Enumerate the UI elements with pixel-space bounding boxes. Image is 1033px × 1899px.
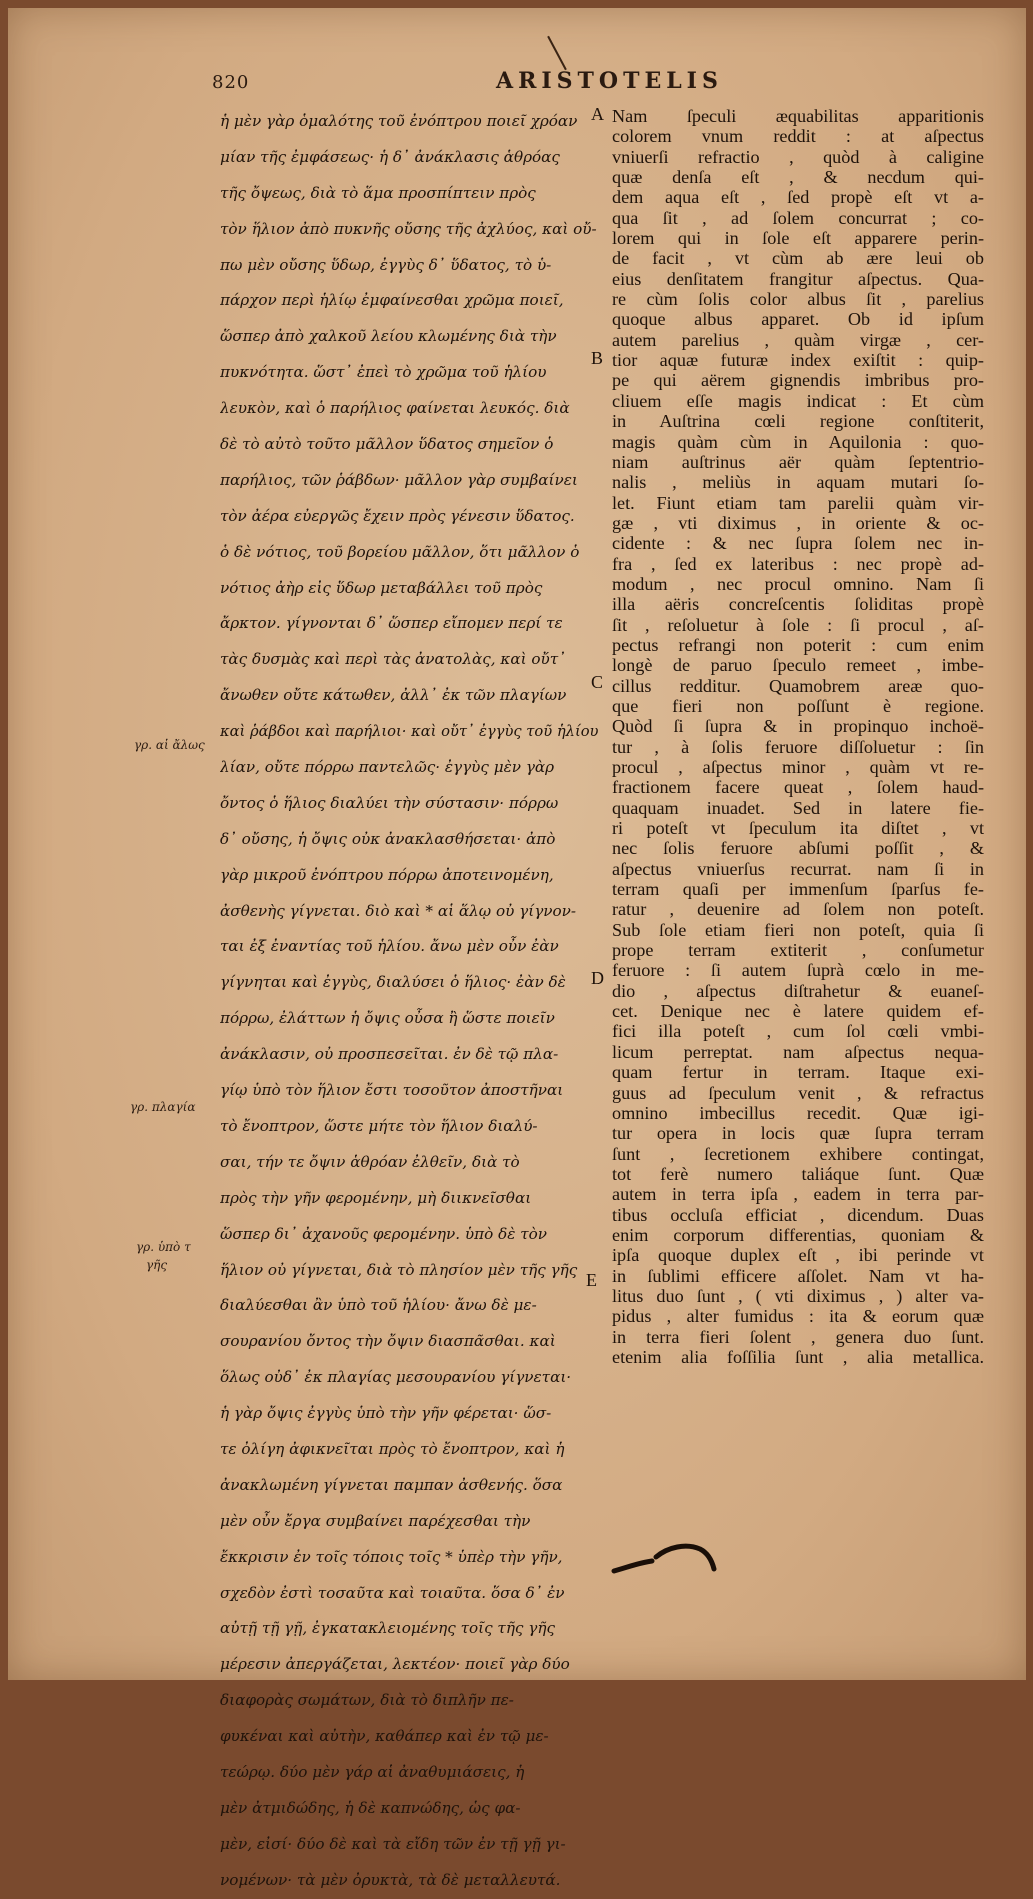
book-page xyxy=(8,8,1026,1889)
greek-text-line: ἡ μὲν γὰρ ὁμαλότης τοῦ ἐνόπτρου ποιεῖ χρόαν xyxy=(220,112,578,130)
latin-text-line: ratur , deuenire ad ſolem non poteſt. xyxy=(612,899,984,920)
greek-text-line: σχεδὸν ἐστὶ τοσαῦτα καὶ τοιαῦτα. ὅσα δ᾽ ἐν xyxy=(220,1583,565,1602)
latin-text-line: magis quàm cùm in Aquilonia : quo- xyxy=(612,431,984,452)
latin-text-line: quaquam inuadet. Sed in latere fie- xyxy=(612,797,984,818)
latin-text-line: pectus refrangi non poterit : cum enim xyxy=(612,634,984,655)
latin-text-line: quam fertur in terram. Itaque exi- xyxy=(612,1062,984,1083)
greek-text-line: ἀνάκλασιν, οὐ προσπεσεῖται. ἐν δὲ τῷ πλα- xyxy=(220,1045,559,1064)
latin-text-line: lorem qui in ſole eſt apparere perin- xyxy=(612,228,984,249)
latin-text-line: longè de paruo ſpeculo remeet , imbe- xyxy=(612,655,984,676)
latin-text-line: licum perreptat. nam aſpectus nequa- xyxy=(612,1041,984,1062)
greek-text-line: λευκὸν, καὶ ὁ παρήλιος φαίνεται λευκός. διὰ xyxy=(220,399,570,418)
section-marker-a: A xyxy=(591,104,604,124)
latin-text-line: illa aëris concreſcentis ſoliditas propè xyxy=(612,594,984,615)
latin-text-line: procul , aſpectus minor , quàm vt re- xyxy=(612,757,984,777)
greek-text-line: μὲν οὖν ἔργα συμβαίνει παρέχεσθαι τὴν xyxy=(220,1511,531,1530)
greek-text-line: δ᾽ οὔσης, ἡ ὄψις οὐκ ἀνακλασθήσεται· ἀπὸ xyxy=(220,829,556,848)
latin-text-line: fractionem facere queat , ſolem haud- xyxy=(612,777,984,798)
latin-text-line: Sub ſole etiam fieri non poteſt, quia ſi xyxy=(612,919,984,940)
greek-text-line: δὲ τὸ αὐτὸ τοῦτο μᾶλλον ὕδατος σημεῖον ὁ xyxy=(220,435,554,454)
latin-text-line: dio , aſpectus diſtrahetur & euaneſ- xyxy=(612,980,984,1001)
latin-text-line: tior aquæ futuræ index exiſtit : quip- xyxy=(612,350,984,371)
greek-text-line: μὲν, εἰσί· δύο δὲ καὶ τὰ εἴδη τῶν ἐν τῇ γῇ γι- xyxy=(220,1834,566,1853)
latin-text-line: guus ad ſpeculum venit , & refractus xyxy=(612,1082,984,1103)
latin-text-line: litus duo ſunt , ( vti diximus , ) alter va- xyxy=(612,1285,984,1306)
greek-text-line: καὶ ῥάβδοι καὶ παρήλιοι· καὶ οὔτ᾽ ἐγγὺς τοῦ ἡλίου xyxy=(220,723,599,741)
latin-text-line: que fieri non poſſunt è regione. xyxy=(612,695,984,716)
latin-text-line: ſunt , ſecretionem exhibere contingat, xyxy=(612,1143,984,1164)
greek-text-line: ὥσπερ ἀπὸ χαλκοῦ λείου κλωμένης διὰ τὴν xyxy=(220,327,557,346)
greek-text-line: γίῳ ὑπὸ τὸν ἥλιον ἔστι τοσοῦτον ἀποστῆναι xyxy=(220,1081,564,1100)
latin-text-line: omnino imbecillus recedit. Quæ igi- xyxy=(612,1102,984,1123)
latin-text-line: in Auſtrina cœli regione conſtiterit, xyxy=(612,411,984,432)
greek-text-line: πω μὲν οὔσης ὕδωρ, ἐγγὺς δ᾽ ὕδατος, τὸ ὑ- xyxy=(220,255,552,274)
greek-text-line: ἀσθενὴς γίγνεται. διὸ καὶ * αἱ ἅλῳ οὐ γίγνον- xyxy=(220,901,577,920)
latin-text-line: tibus occluſa efficiat , dicendum. Duas xyxy=(612,1204,984,1225)
latin-text-line: cidente : & nec ſupra ſolem nec in- xyxy=(612,533,984,554)
latin-text-line: fici illa poteſt , cum ſol cœli vmbi- xyxy=(612,1021,984,1042)
latin-text-line: ri poteſt vt ſpeculum ita diſtet , vt xyxy=(612,818,984,839)
greek-text-line: ὁ δὲ νότιος, τοῦ βορείου μᾶλλον, ὅτι μᾶλλον ὁ xyxy=(220,542,580,561)
latin-text-line: ipſa quoque duplex eſt , ibi perinde vt xyxy=(612,1245,984,1266)
greek-text-line: σουρανίου ὄντος τὴν ὄψιν διασπᾶσθαι. καὶ xyxy=(220,1332,556,1351)
greek-text-line: ὥσπερ δι᾽ ἀχανοῦς φερομένην. ὑπὸ δὲ τὸν xyxy=(220,1224,547,1243)
greek-text-line: τὸν ἥλιον ἀπὸ πυκνῆς οὔσης τῆς ἀχλύος, καὶ οὔ- xyxy=(220,219,597,238)
latin-text-line: cillus redditur. Quamobrem areæ quo- xyxy=(612,675,984,696)
latin-text-line: quoque albus apparet. Ob id ipſum xyxy=(612,309,984,330)
greek-text-line: τὸν ἀέρα εὐεργῶς ἔχειν πρὸς γένεσιν ὕδατος. xyxy=(220,506,575,525)
greek-text-line: ἄνωθεν οὔτε κάτωθεν, ἀλλ᾽ ἐκ τῶν πλαγίων xyxy=(220,686,567,705)
latin-text-line: terram quaſi per immenſum ſparſus fe- xyxy=(612,879,984,900)
greek-text-line: νότιος ἀὴρ εἰς ὕδωρ μεταβάλλει τοῦ πρὸς xyxy=(220,578,543,597)
greek-text-line: φυκέναι καὶ αὐτὴν, καθάπερ καὶ ἐν τῷ με- xyxy=(220,1727,549,1746)
latin-text-line: autem parelius , quàm virgæ , cer- xyxy=(612,329,984,350)
latin-text-line: cet. Denique nec è latere quidem ef- xyxy=(612,1001,984,1022)
greek-text-line: διαλύεσθαι ἂν ὑπὸ τοῦ ἡλίου· ἄνω δὲ με- xyxy=(220,1296,537,1315)
running-head: ARISTOTELIS xyxy=(496,68,723,94)
latin-text-line: quæ denſa eſt , & necdum qui- xyxy=(612,167,984,188)
greek-text-line: λίαν, οὔτε πόρρω παντελῶς· ἐγγὺς μὲν γὰρ xyxy=(220,758,555,777)
latin-text-line: nalis , meliùs in aquam mutari ſo- xyxy=(612,472,984,493)
greek-text-line: τεώρῳ. δύο μὲν γάρ αἱ ἀναθυμιάσεις, ἡ xyxy=(220,1762,525,1781)
latin-text-column xyxy=(612,106,984,1367)
latin-text-line: ſit , reſoluetur à ſole : ſi procul , aſ- xyxy=(612,614,984,635)
latin-text-line: eius denſitatem frangitur aſpectus. Qua- xyxy=(612,268,984,289)
section-marker-e: E xyxy=(586,1270,597,1290)
ink-flourish xyxy=(608,1533,728,1583)
greek-text-line: διαφορὰς σωμάτων, διὰ τὸ διπλῆν πε- xyxy=(220,1691,514,1710)
greek-text-line: πάρχον περὶ ἡλίῳ ἐμφαίνεσθαι χρῶμα ποιεῖ, xyxy=(220,291,564,310)
latin-text-line: in ſublimi efficere aſſolet. Nam vt ha- xyxy=(612,1265,984,1286)
greek-text-line: πυκνότητα. ὥστ᾽ ἐπεὶ τὸ χρῶμα τοῦ ἡλίου xyxy=(220,363,547,382)
margin-note-variant-2: γρ. πλαγία xyxy=(130,1100,196,1114)
latin-text-line: tot ferè numero taliáque ſunt. Quæ xyxy=(612,1163,984,1184)
latin-text-line: re cùm ſolis color albus ſit , parelius xyxy=(612,289,984,310)
section-marker-b: B xyxy=(591,348,604,368)
greek-text-line: ἔκκρισιν ἐν τοῖς τόποις τοῖς * ὑπὲρ τὴν γῆν, xyxy=(220,1547,563,1566)
greek-text-line: πρὸς τὴν γῆν φερομένην, μὴ διικνεῖσθαι xyxy=(220,1188,532,1207)
latin-text-line: cliuem eſſe magis indicat : Et cùm xyxy=(612,390,984,411)
greek-text-column xyxy=(220,104,600,1899)
latin-text-line: enim corporum differentias, quoniam & xyxy=(612,1224,984,1245)
latin-text-line: feruore : ſi autem ſuprà cœlo in me- xyxy=(612,960,984,981)
page-number: 820 xyxy=(212,72,250,93)
margin-note-variant-3a: γρ. ὑπὸ τ xyxy=(136,1240,191,1254)
section-marker-d: D xyxy=(591,968,604,988)
latin-text-line: pe qui aërem gignendis imbribus pro- xyxy=(612,370,984,391)
latin-text-line: let. Fiunt etiam tam parelii quàm vir- xyxy=(612,492,984,513)
greek-text-line: ται ἐξ ἐναντίας τοῦ ἡλίου. ἄνω μὲν οὖν ἐὰν xyxy=(220,937,559,956)
greek-text-line: τε ὀλίγη ἀφικνεῖται πρὸς τὸ ἔνοπτρον, καὶ ἡ xyxy=(220,1439,565,1458)
greek-text-line: ὅλως οὐδ᾽ ἐκ πλαγίας μεσουρανίου γίγνεται· xyxy=(220,1368,572,1387)
latin-text-line: tur opera in locis quæ ſupra terram xyxy=(612,1123,984,1144)
section-marker-c: C xyxy=(591,672,604,692)
greek-text-line: μίαν τῆς ἐμφάσεως· ἡ δ᾽ ἀνάκλασις ἁθρόας xyxy=(220,147,560,166)
latin-text-line: prope terram extiterit , conſumetur xyxy=(612,940,984,961)
greek-text-line: τὸ ἔνοπτρον, ὥστε μήτε τὸν ἥλιον διαλύ- xyxy=(220,1116,538,1135)
latin-text-line: nec ſolis feruore abſumi poſſit , & xyxy=(612,838,984,859)
greek-text-line: μέρεσιν ἀπεργάζεται, λεκτέον· ποιεῖ γὰρ δύο xyxy=(220,1655,570,1674)
greek-text-line: γὰρ μικροῦ ἐνόπτρου πόρρω ἀποτεινομένη, xyxy=(220,865,554,884)
latin-text-line: de facit , vt cùm ab ære leui ob xyxy=(612,248,984,269)
greek-text-line: παρήλιος, τῶν ῥάβδων· μᾶλλον γὰρ συμβαίνει xyxy=(220,470,578,489)
latin-text-line: colorem vnum reddit : at aſpectus xyxy=(612,126,984,147)
margin-note-variant-3b: γῆς xyxy=(146,1258,168,1272)
greek-text-line: ἄρκτον. γίγνονται δ᾽ ὥσπερ εἴπομεν περί τε xyxy=(220,614,563,633)
greek-text-line: τὰς δυσμὰς καὶ περὶ τὰς ἀνατολὰς, καὶ οὔτ᾽ xyxy=(220,650,566,669)
latin-text-line: niam auſtrinus aër quàm ſeptentrio- xyxy=(612,451,984,472)
latin-text-line: autem in terra ipſa , eadem in terra par- xyxy=(612,1184,984,1205)
greek-text-line: μὲν ἀτμιδώδης, ἡ δὲ καπνώδης, ὡς φα- xyxy=(220,1798,521,1817)
latin-text-line: Quòd ſi ſupra & in propinquo inchoë- xyxy=(612,716,984,737)
greek-text-line: αὐτῇ τῇ γῇ, ἐγκατακλειομένης τοῖς τῆς γῆς xyxy=(220,1619,555,1638)
latin-text-line: tur , à ſolis feruore diſſoluetur : ſin xyxy=(612,736,984,757)
greek-text-line: ἀνακλωμένη γίγνεται παμπαν ἀσθενής. ὅσα xyxy=(220,1475,563,1494)
latin-text-line: qua ſit , ad ſolem concurrat ; co- xyxy=(612,207,984,228)
latin-text-line: etenim alia foſſilia ſunt , alia metallica. xyxy=(612,1346,984,1367)
latin-text-line: dem aqua eſt , ſed propè eſt vt a- xyxy=(612,187,984,208)
latin-text-line: Nam ſpeculi æquabilitas apparitionis xyxy=(612,106,984,126)
greek-text-line: τῆς ὄψεως, διὰ τὸ ἅμα προσπίπτειν πρὸς xyxy=(220,183,536,202)
latin-text-line: vniuerſi refractio , quòd à caligine xyxy=(612,146,984,167)
ink-tick-mark xyxy=(547,36,567,70)
greek-text-line: γίγνηται καὶ ἐγγὺς, διαλύσει ὁ ἥλιος· ἐὰν δὲ xyxy=(220,973,566,992)
greek-text-line: ἥλιον οὐ γίγνεται, διὰ τὸ πλησίον μὲν τῆς γῆς xyxy=(220,1260,578,1279)
greek-text-line: ἡ γὰρ ὄψις ἐγγὺς ὑπὸ τὴν γῆν φέρεται· ὥσ- xyxy=(220,1404,552,1423)
greek-text-line: ὄντος ὁ ἥλιος διαλύει τὴν σύστασιν· πόρρω xyxy=(220,793,559,812)
latin-text-line: fra , ſed ex lateribus : nec propè ad- xyxy=(612,553,984,574)
latin-text-line: aſpectus vniuerſus recurrat. nam ſi in xyxy=(612,858,984,879)
latin-text-line: pidus , alter fumidus : ita & eorum quæ xyxy=(612,1306,984,1327)
greek-text-line: σαι, τήν τε ὄψιν ἁθρόαν ἐλθεῖν, διὰ τὸ xyxy=(220,1152,520,1171)
margin-note-variant-1: γρ. αἱ ἄλως xyxy=(134,738,205,752)
greek-text-line: πόρρω, ἐλάττων ἡ ὄψις οὖσα ἢ ὥστε ποιεῖν xyxy=(220,1009,555,1028)
latin-text-line: gæ , vti diximus , in oriente & oc- xyxy=(612,512,984,533)
greek-text-line: νομένων· τὰ μὲν ὀρυκτὰ, τὰ δὲ μεταλλευτά. xyxy=(220,1870,561,1889)
latin-text-line: in terra fieri ſolent , genera duo ſunt. xyxy=(612,1326,984,1347)
latin-text-line: modum , nec procul omnino. Nam ſi xyxy=(612,573,984,594)
